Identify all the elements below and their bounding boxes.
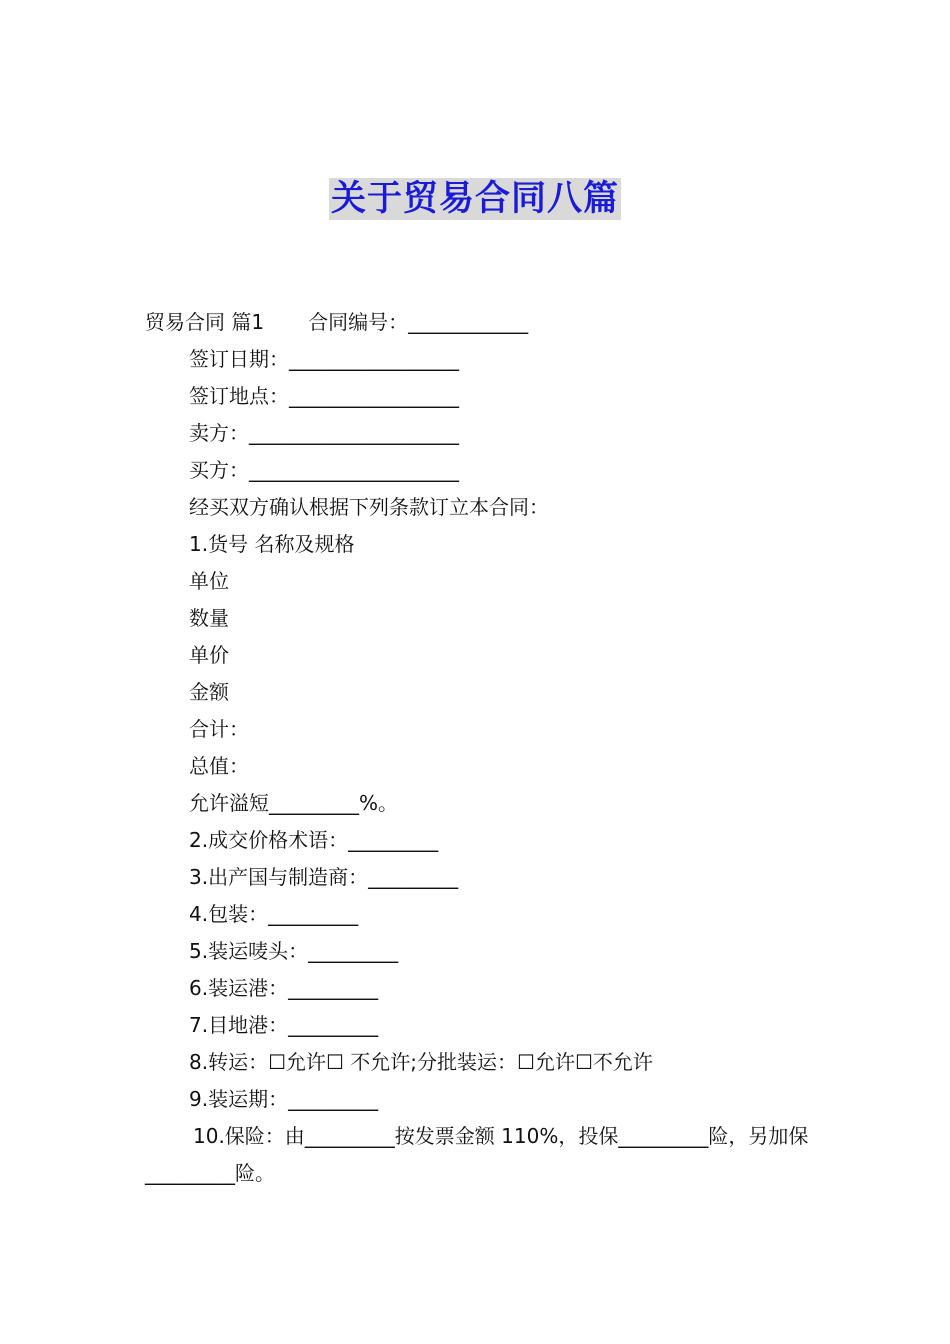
document-body — [145, 304, 810, 1192]
title-wrap — [0, 178, 950, 220]
header-line — [145, 304, 810, 341]
clause-packing: 4.包装：_________ — [189, 902, 359, 926]
clause-origin-manufacturer: 3.出产国与制造商：_________ — [189, 865, 459, 889]
item-unit-price: 单价 — [189, 643, 229, 667]
seller: 卖方：_____________________ — [189, 421, 459, 445]
buyer: 买方：_____________________ — [189, 458, 459, 482]
agreement-intro: 经买双方确认根据下列条款订立本合同： — [189, 495, 549, 519]
item-total-value: 总值： — [189, 754, 249, 778]
clause-transshipment: 8.转运：☐允许☐ 不允许;分批装运：☐允许☐不允许 — [189, 1050, 653, 1074]
section-label: 贸易合同 篇1 — [145, 310, 265, 334]
contract-number: 合同编号：____________ — [308, 310, 529, 334]
item-quantity: 数量 — [189, 606, 229, 630]
signing-date: 签订日期：_________________ — [189, 347, 459, 371]
item-tolerance: 允许溢短_________%。 — [189, 791, 399, 815]
item-amount: 金额 — [189, 680, 229, 704]
clause-port-of-loading: 6.装运港：_________ — [189, 976, 379, 1000]
signing-place: 签订地点：_________________ — [189, 384, 459, 408]
item-total: 合计： — [189, 717, 249, 741]
clause-shipment-period: 9.装运期：_________ — [189, 1087, 379, 1111]
item-unit: 单位 — [189, 569, 229, 593]
clause-insurance: 10.保险：由_________按发票金额 110%，投保_________险，另加保_________险。 — [145, 1124, 809, 1185]
document-title: 关于贸易合同八篇 — [330, 179, 619, 219]
clause-port-of-destination: 7.目地港：_________ — [189, 1013, 379, 1037]
clause-shipping-marks: 5.装运唛头：_________ — [189, 939, 399, 963]
item-goods-spec: 1.货号 名称及规格 — [189, 532, 355, 556]
clause-price-terms: 2.成交价格术语：_________ — [189, 828, 439, 852]
